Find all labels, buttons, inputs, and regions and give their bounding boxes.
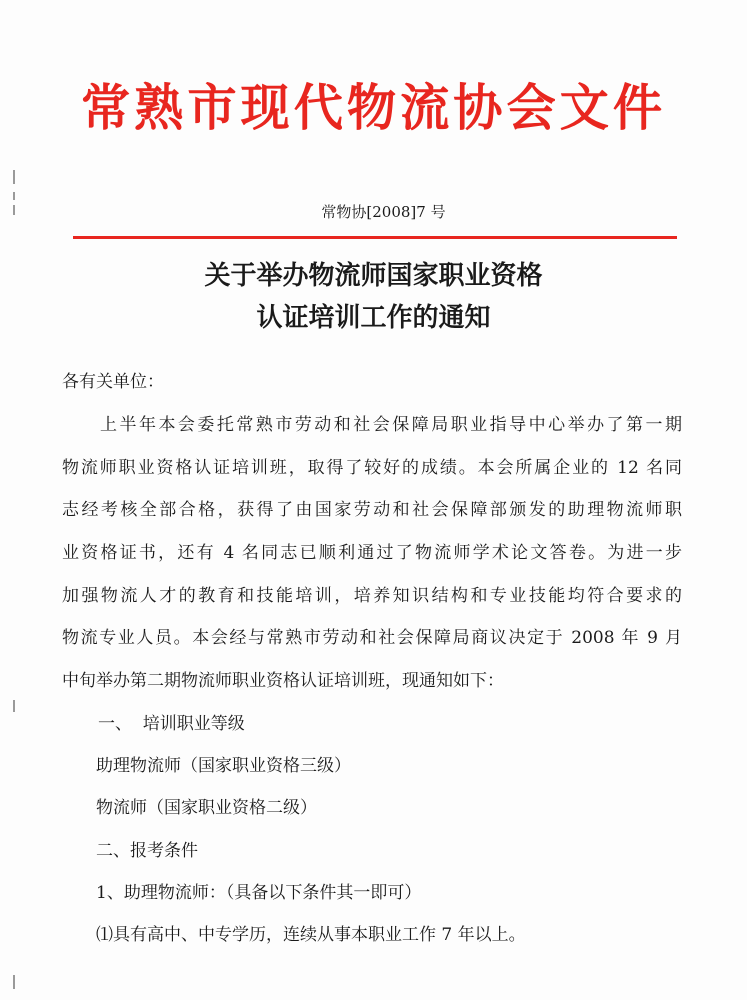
paragraph-line: 上半年本会委托常熟市劳动和社会保障局职业指导中心举办了第一期 — [100, 415, 682, 435]
salutation: 各有关单位： — [62, 372, 164, 392]
paragraph-line: 志经考核全部合格，获得了由国家劳动和社会保障部颁发的助理物流师职 — [62, 500, 682, 520]
paragraph-line: 业资格证书，还有 4 名同志已顺利通过了物流师学术论文答卷。为进一步 — [62, 543, 682, 563]
paragraph-line: 加强物流人才的教育和技能培训，培养知识结构和专业技能均符合要求的 — [62, 586, 682, 606]
document-masthead: 常熟市现代物流协会文件 — [80, 78, 667, 137]
section-heading-1: 一、 培训职业等级 — [98, 714, 245, 734]
red-header-rule — [73, 236, 677, 239]
scan-mark — [13, 192, 15, 200]
paragraph-line: 中旬举办第二期物流师职业资格认证培训班，现通知如下： — [62, 671, 504, 691]
section-heading-2: 二、报考条件 — [96, 841, 198, 861]
document-title-line-1: 关于举办物流师国家职业资格 — [204, 261, 543, 291]
condition-heading: 1、助理物流师：（具备以下条件其一即可） — [96, 883, 422, 903]
level-item-1: 助理物流师（国家职业资格三级） — [96, 756, 351, 776]
document-number: 常物协[2008]7 号 — [321, 203, 446, 221]
document-title-line-2: 认证培训工作的通知 — [256, 303, 491, 333]
paragraph-line: 物流师职业资格认证培训班，取得了较好的成绩。本会所属企业的 12 名同 — [62, 458, 682, 478]
level-item-2: 物流师（国家职业资格二级） — [96, 798, 317, 818]
scan-mark — [13, 975, 15, 989]
paragraph-line: 物流专业人员。本会经与常熟市劳动和社会保障局商议决定于 2008 年 9 月 — [62, 628, 682, 648]
scan-mark — [13, 170, 15, 184]
scan-mark — [13, 700, 15, 712]
condition-item-1: ⑴具有高中、中专学历，连续从事本职业工作 7 年以上。 — [96, 925, 526, 945]
